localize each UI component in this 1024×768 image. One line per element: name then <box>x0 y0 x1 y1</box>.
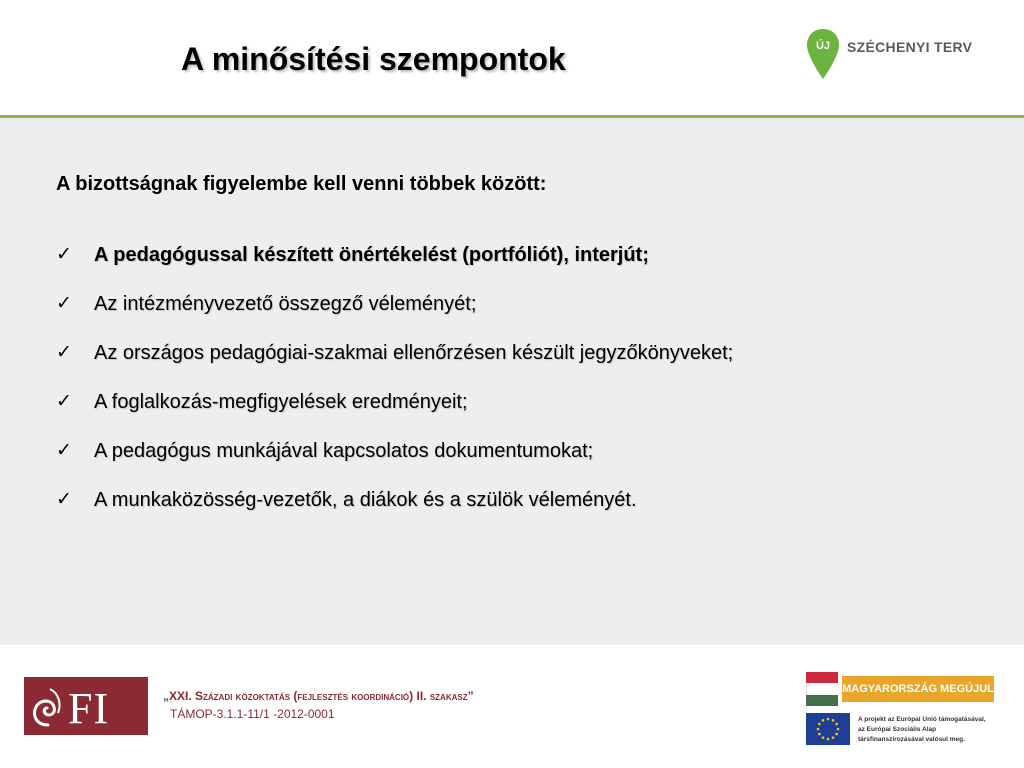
project-title: „XXI. Századi közoktatás (fejlesztés koordináció) II. szakasz” <box>163 689 474 703</box>
eu-star <box>832 719 835 722</box>
checkmark-icon: ✓ <box>56 391 72 412</box>
checkmark-icon: ✓ <box>56 244 72 265</box>
checkmark-icon: ✓ <box>56 489 72 510</box>
ofi-logo-text: FI <box>68 684 110 733</box>
magyarorszag-megujul-logo <box>806 672 996 706</box>
eu-star <box>832 736 835 739</box>
intro-text: A bizottságnak figyelembe kell venni többek között: <box>56 173 547 195</box>
eu-star <box>822 736 825 739</box>
eu-text-line: A projekt az Európai Unió támogatásával, <box>858 716 986 723</box>
eu-star <box>835 733 838 736</box>
criteria-item-text: Az országos pedagógiai-szakmai ellenőrzésen készült jegyzőkönyveket; <box>94 342 734 364</box>
swirl-icon <box>28 683 68 729</box>
eu-star <box>835 723 838 726</box>
magyarorszag-megujul-text: MAGYARORSZÁG MEGÚJUL <box>842 676 994 702</box>
criteria-item-text: Az intézményvezető összegző véleményét; <box>94 293 477 315</box>
criteria-item-text: A pedagógussal készített önértékelést (portfóliót), interjút; <box>94 244 649 266</box>
eu-star <box>837 728 840 731</box>
criteria-item-text: A munkaközösség-vezetők, a diákok és a szülök véleményét. <box>94 489 637 511</box>
slide-footer <box>0 645 1024 768</box>
checkmark-icon: ✓ <box>56 342 72 363</box>
eu-funding-logo <box>806 713 996 747</box>
criteria-item-text: A pedagógus munkájával kapcsolatos dokumentumokat; <box>94 440 594 462</box>
eu-star <box>822 719 825 722</box>
slide-title: A minősítési szempontok <box>181 41 566 77</box>
eu-star <box>818 723 821 726</box>
eu-text-line: az Európai Szociális Alap <box>858 726 937 733</box>
eu-star <box>827 718 830 721</box>
eu-funding-text <box>858 715 986 745</box>
project-code: TÁMOP-3.1.1-11/1 -2012-0001 <box>170 707 335 721</box>
hungarian-flag-icon <box>806 672 838 706</box>
eu-star <box>827 738 830 741</box>
szechenyi-terv-text: SZÉCHENYI TERV <box>847 39 973 55</box>
eu-star <box>818 733 821 736</box>
ofi-logo <box>24 677 148 735</box>
slide-header <box>0 0 1024 115</box>
slide-content <box>0 118 1024 645</box>
checkmark-icon: ✓ <box>56 293 72 314</box>
location-pin-icon <box>805 27 841 81</box>
eu-flag-icon <box>806 713 850 745</box>
criteria-item-text: A foglalkozás-megfigyelések eredményeit; <box>94 391 468 413</box>
logo-badge-text: ÚJ <box>815 40 831 52</box>
checkmark-icon: ✓ <box>56 440 72 461</box>
eu-text-line: társfinanszírozásával valósul meg. <box>858 736 965 743</box>
eu-star <box>817 728 820 731</box>
szechenyi-terv-logo <box>805 27 985 81</box>
